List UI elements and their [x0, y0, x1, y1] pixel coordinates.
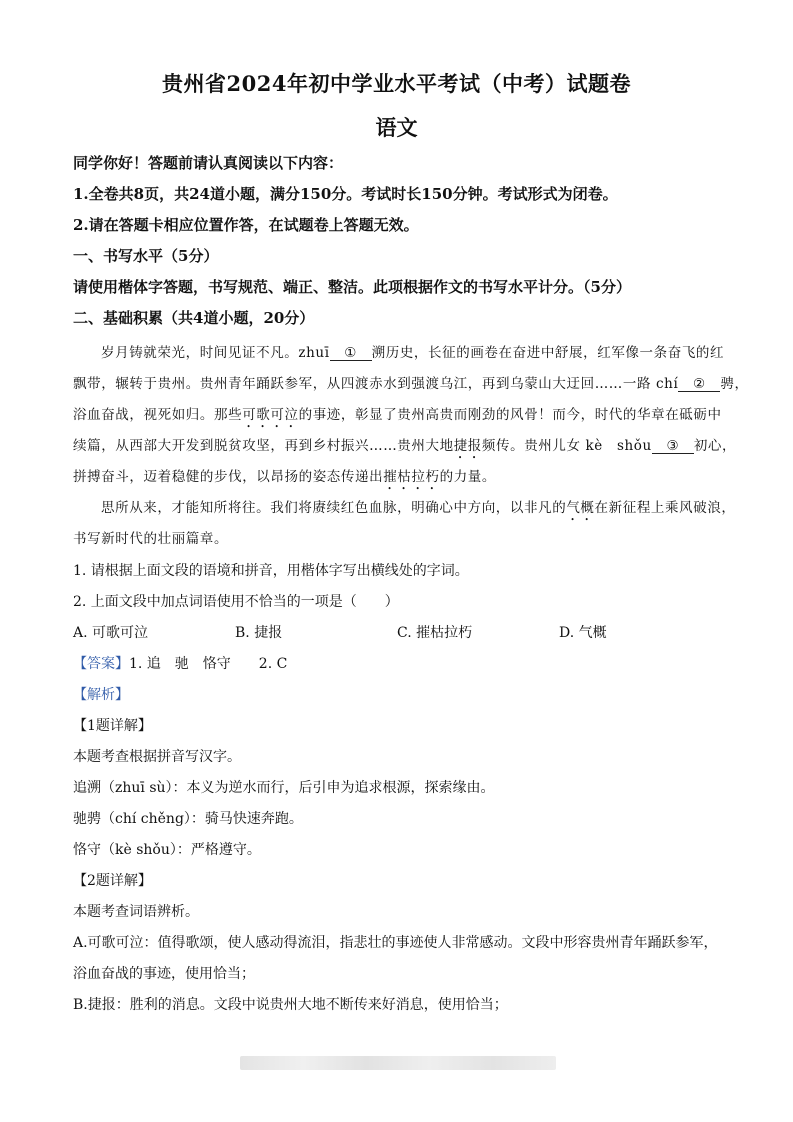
- detail-1-item-b: 驰骋（chí chěng）：骑马快速奔跑。: [73, 811, 303, 827]
- answer-text: 1. 追 驰 恪守 2. C: [129, 656, 288, 672]
- option-a: A. 可歌可泣: [73, 625, 149, 641]
- option-d: D. 气概: [559, 625, 607, 641]
- option-c: C. 摧枯拉朽: [397, 625, 473, 641]
- answer-label: 【答案】: [73, 656, 129, 672]
- detail-1-intro: 本题考查根据拼音写汉字。: [73, 749, 241, 765]
- passage-line-4: 续篇，从西部大开发到脱贫攻坚，再到乡村振兴……贵州大地捷报频传。贵州儿女 kè shǒu ③ 初心，: [73, 438, 737, 454]
- passage-line-2: 飘带，辗转于贵州。贵州青年踊跃参军，从四渡赤水到强渡乌江，再到乌蒙山大迂回……一路 chí ② 骋，: [73, 376, 749, 392]
- dotted-word-1: 可歌可泣: [242, 407, 299, 423]
- blank-1: ①: [330, 346, 372, 361]
- question-1: 1. 请根据上面文段的语境和拼音，用楷体字写出横线处的字词。: [73, 563, 469, 579]
- question-2: 2. 上面文段中加点词语使用不恰当的一项是（ ）: [73, 594, 399, 610]
- dotted-word-4: 气概: [566, 500, 595, 516]
- detail-2-item-a-line1: A.可歌可泣：值得歌颂，使人感动得流泪，指悲壮的事迹使人非常感动。文段中形容贵州青年踊跃参军，: [73, 935, 718, 951]
- detail-2-heading: 【2题详解】: [73, 873, 152, 889]
- section1-heading: 一、书写水平（5分）: [73, 247, 219, 265]
- detail-1-item-a: 追溯（zhuī sù）：本义为逆水而行，后引申为追求根源，探索缘由。: [73, 780, 495, 796]
- subject-title: 语文: [375, 115, 418, 140]
- option-b: B. 捷报: [235, 625, 283, 641]
- analysis-label: 【解析】: [73, 687, 129, 703]
- section1-instruction: 请使用楷体字答题，书写规范、端正、整洁。此项根据作文的书写水平计分。（5分）: [73, 278, 631, 296]
- passage-line-7: 书写新时代的壮丽篇章。: [73, 531, 229, 547]
- blank-3: ③: [652, 439, 694, 454]
- passage-line-6: 思所从来，才能知所将往。我们将赓续红色血脉，明确心中方向，以非凡的气概在新征程上乘风破浪，: [101, 500, 736, 516]
- answer-line: [73, 653, 723, 673]
- dotted-word-2: 捷报: [453, 438, 482, 454]
- notice-item-2: 2.请在答题卡相应位置作答，在试题卷上答题无效。: [73, 216, 419, 234]
- passage-line-3: 浴血奋战，视死如归。那些可歌可泣的事迹，彰显了贵州高贵而刚劲的风骨！而今，时代的华章在砥砺中: [73, 407, 722, 423]
- detail-2-item-a-line2: 浴血奋战的事迹，使用恰当；: [73, 966, 255, 982]
- notice-item-1: 1.全卷共8页，共24道小题，满分150分。考试时长150分钟。考试形式为闭卷。: [73, 185, 618, 203]
- passage-line-5: 拼搏奋斗，迈着稳健的步伐，以昂扬的姿态传递出摧枯拉朽的力量。: [73, 469, 497, 485]
- detail-1-heading: 【1题详解】: [73, 718, 152, 734]
- blurred-footer-watermark: [240, 1056, 556, 1070]
- notice-greeting: 同学你好！答题前请认真阅读以下内容：: [73, 154, 344, 172]
- detail-1-item-c: 恪守（kè shǒu）：严格遵守。: [73, 842, 261, 858]
- detail-2-intro: 本题考查词语辨析。: [73, 904, 199, 920]
- passage-line-1: 岁月铸就荣光，时间见证不凡。zhuī ① 溯历史，长征的画卷在奋进中舒展，红军像一条奋飞的红: [101, 345, 725, 361]
- blank-2: ②: [678, 377, 720, 392]
- exam-title: 贵州省2024年初中学业水平考试（中考）试题卷: [162, 71, 631, 96]
- detail-2-item-b: B.捷报：胜利的消息。文段中说贵州大地不断传来好消息，使用恰当；: [73, 997, 508, 1013]
- section2-heading: 二、基础积累（共4道小题，20分）: [73, 309, 315, 327]
- dotted-word-3: 摧枯拉朽: [383, 469, 440, 485]
- question-2-options: [73, 622, 723, 642]
